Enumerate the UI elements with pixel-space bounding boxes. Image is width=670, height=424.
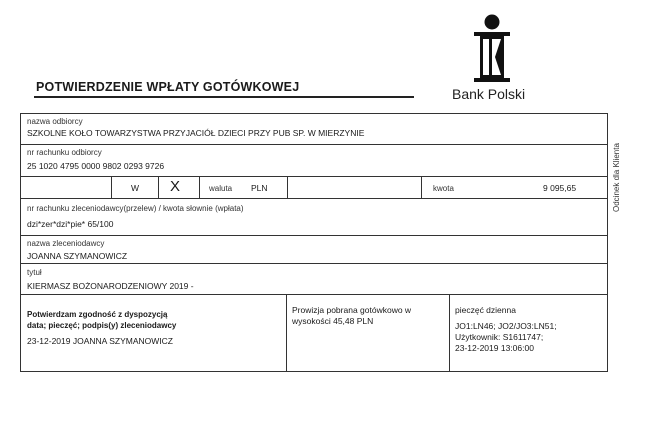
amount-in-words: dzi*zer*dzi*pie* 65/100 [27,219,114,229]
stamp-line-2: Użytkownik: S1611747; [455,332,544,342]
divider [21,144,607,145]
divider [21,263,607,264]
transfer-type-w: W [131,183,140,193]
payment-confirmation-form [20,113,608,372]
divider [421,176,422,198]
commission-line-2: wysokości 45,48 PLN [292,316,374,326]
divider [21,176,607,177]
confirmation-date-signature: 23-12-2019 JOANNA SZYMANOWICZ [27,336,173,346]
divider [286,294,287,371]
confirmation-line-1: Potwierdzam zgodność z dyspozycją [27,310,168,319]
recipient-name: SZKOLNE KOŁO TOWARZYSTWA PRZYJACIÓŁ DZIECI PRZY PUB SP. W MIERZYNIE [27,128,365,138]
receipt-side-label: Odcinek dla Klienta [612,143,621,212]
selected-x-mark: X [170,178,181,195]
stamp-line-3: 23-12-2019 13:06:00 [455,343,534,353]
currency-label: waluta [209,184,233,193]
recipient-account: 25 1020 4795 0000 9802 0293 9726 [27,161,165,171]
divider [199,176,200,198]
amount-value: 9 095,65 [543,183,577,193]
amount-label: kwota [433,184,454,193]
payer-name: JOANNA SZYMANOWICZ [27,251,128,261]
divider [21,294,607,295]
commission-line-1: Prowizja pobrana gotówkowo w [292,305,412,315]
recipient-name-label: nazwa odbiorcy [27,117,83,126]
document-title: POTWIERDZENIE WPŁATY GOTÓWKOWEJ [36,80,300,94]
payment-title-label: tytuł [27,268,42,277]
divider [111,176,112,198]
divider [449,294,450,371]
divider [158,176,159,198]
payer-account-label: nr rachunku zleceniodawcy(przelew) / kwota słownie (wpłata) [27,204,244,213]
bank-name: Bank Polski [452,86,526,102]
title-underline [34,96,414,98]
divider [287,176,288,198]
payment-title: KIERMASZ BOŻONARODZENIOWY 2019 - [27,281,194,291]
currency-value: PLN [251,183,268,193]
divider [21,235,607,236]
pko-logo-icon [468,14,516,84]
confirmation-line-2: data; pieczęć; podpis(y) zleceniodawcy [27,321,177,330]
divider [21,198,607,199]
stamp-line-1: JO1:LN46; JO2/JO3:LN51; [455,321,557,331]
payer-name-label: nazwa zleceniodawcy [27,239,105,248]
daily-stamp-label: pieczęć dzienna [455,305,516,315]
recipient-account-label: nr rachunku odbiorcy [27,148,102,157]
